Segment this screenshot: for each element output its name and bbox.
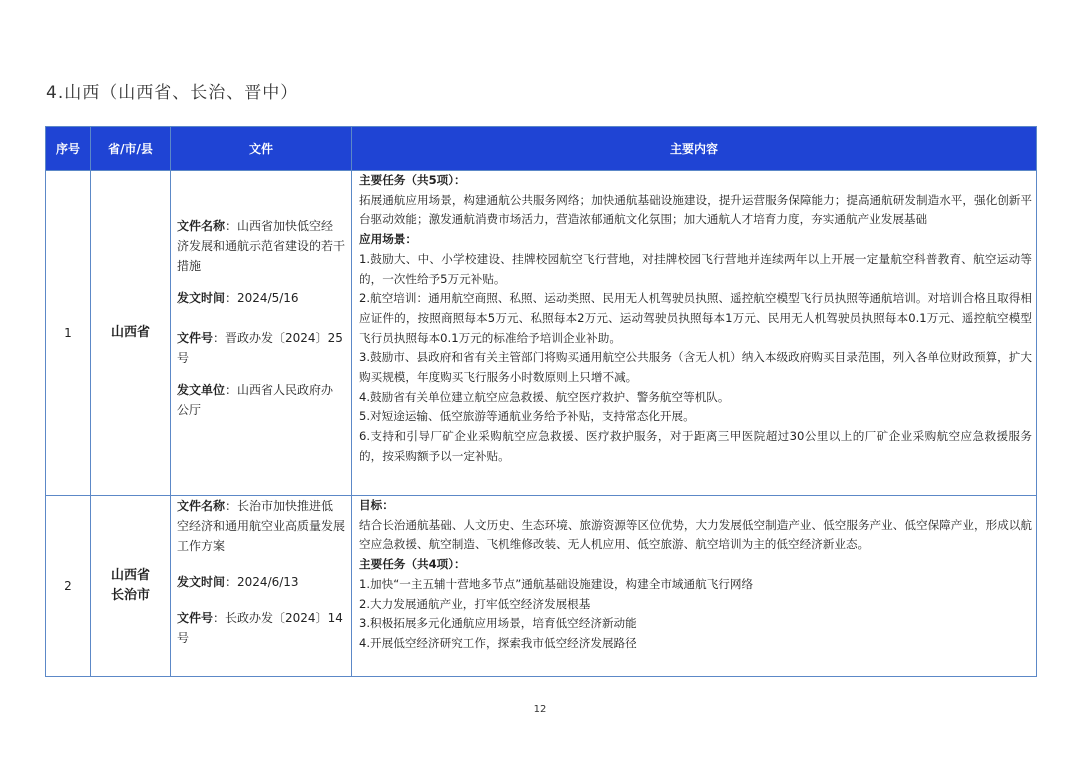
content-paragraph: 结合长治通航基础、人文历史、生态环境、旅游资源等区位优势，大力发展低空制造产业、低空服务产业、低空保障产业，形成以航空应急救援、航空制造、飞机维修改装、无人机应用、低空旅游、航空培训为主的低空经济新业态。 [359,517,1032,552]
doc-number: 文件号：晋政办发〔2024〕25号 [177,331,343,365]
content-paragraph: 1.加快“一主五辅十营地多节点”通航基础设施建设，构建全市域通航飞行网络 [359,576,754,591]
content-paragraph: 拓展通航应用场景，构建通航公共服务网络；加快通航基础设施建设，提升运营服务保障能力；提高通航研发制造水平，强化创新平台驱动效能；激发通航消费市场活力，营造浓郁通航文化氛围；加大通航人才培育力度，夯实通航产业发展基础 [359,192,1032,227]
doc-name: 文件名称：长治市加快推进低空经济和通用航空业高质量发展工作方案 [177,499,346,553]
region-name: 长治市 [110,588,150,603]
content-paragraph: 4.鼓励省有关单位建立航空应急救援、航空医疗救护、警务航空等机队。 [359,389,730,404]
section-title: 4.山西（山西省、长治、晋中） [46,83,299,103]
header-region: 省/市/县 [91,127,171,171]
content-heading: 主要任务（共4项）： [359,557,466,572]
doc-date: 发文时间：2024/6/13 [177,575,299,589]
content-paragraph: 6.支持和引导厂矿企业采购航空应急救援、医疗救护服务，对于距离三甲医院超过30公里以上的厂矿企业采购航空应急救援服务的，按采购额予以一定补贴。 [359,429,1032,463]
content-paragraph: 3.鼓励市、县政府和省有关主管部门将购买通用航空公共服务（含无人机）纳入本级政府购买目录范围，列入各单位财政预算，扩大购买规模，年度购买飞行服务小时数原则上只增不减。 [359,350,1032,385]
row-index: 1 [46,171,91,496]
content-paragraph: 2.大力发展通航产业，打牢低空经济发展根基 [359,596,591,611]
header-document: 文件 [171,127,352,171]
content-paragraph: 5.对短途运输、低空旅游等通航业务给予补贴，支持常态化开展。 [359,409,695,424]
content-heading: 目标： [359,498,394,512]
row-index: 2 [46,496,91,677]
row-document [171,171,352,496]
doc-name: 文件名称：山西省加快低空经济发展和通航示范省建设的若干措施 [177,219,346,273]
region-name: 山西省 [110,568,150,583]
content-paragraph: 4.开展低空经济研究工作，探索我市低空经济发展路径 [359,635,637,650]
row-content [352,171,1037,496]
row-document [171,496,352,677]
content-heading: 应用场景： [359,232,417,247]
content-paragraph: 2.航空培训：通用航空商照、私照、运动类照、民用无人机驾驶员执照、遥控航空模型飞行员执照等通航培训。对培训合格且取得相应证件的，按照商照每本5万元、私照每本2万元、运动驾驶员执照每本1万元、民用无人机驾驶员执照每本0.1万元、遥控航空模型飞行员执照每本0.1万元的标准给予培训企业补助。 [359,291,1032,345]
row-content [352,496,1037,677]
doc-date: 发文时间：2024/5/16 [177,291,299,305]
region-name: 山西省 [110,325,150,340]
policy-table [45,126,1037,677]
header-index: 序号 [46,127,91,171]
row-region [91,171,171,496]
content-heading: 主要任务（共5项）： [359,173,466,187]
table-header-row [46,127,1037,171]
table-row [46,496,1037,677]
content-paragraph: 1.鼓励大、中、小学校建设、挂牌校园航空飞行营地，对挂牌校园飞行营地并连续两年以上开展一定量航空科普教育、航空运动等的，一次性给予5万元补贴。 [359,251,1032,286]
header-content: 主要内容 [352,127,1037,171]
page-number: 12 [533,704,547,715]
doc-unit: 发文单位：山西省人民政府办公厅 [177,383,334,417]
doc-number: 文件号：长政办发〔2024〕14号 [177,611,343,645]
row-region [91,496,171,677]
table-row [46,171,1037,496]
content-paragraph: 3.积极拓展多元化通航应用场景，培育低空经济新动能 [359,616,637,631]
